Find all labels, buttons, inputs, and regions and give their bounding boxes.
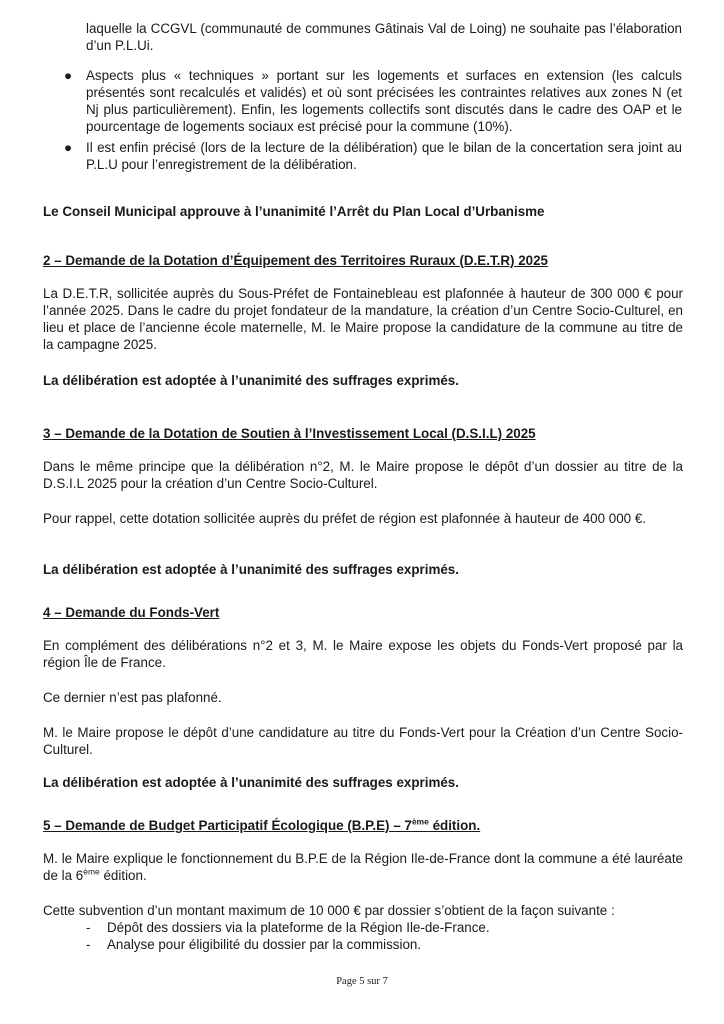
bullet-text: Il est enfin précisé (lors de la lecture de la délibération) que le bilan de la concertation sera joint au P.L.U pour l’enregistrement de la délibération. [86, 140, 682, 172]
section-5-heading [43, 817, 683, 834]
section-5-heading-end: édition. [428, 818, 481, 833]
plu-decision: Le Conseil Municipal approuve à l’unanimité l’Arrêt du Plan Local d’Urbanisme [43, 204, 545, 219]
dash-list-item [86, 936, 682, 953]
dash-item-text: Dépôt des dossiers via la plateforme de la Région Ile-de-France. [107, 920, 490, 935]
section-4-body-1: En complément des délibérations n°2 et 3, M. le Maire expose les objets du Fonds-Vert proposé par la région Île de France. [43, 638, 683, 670]
section-4-heading: 4 – Demande du Fonds-Vert [43, 605, 220, 620]
section-3-body-1: Dans le même principe que la délibération n°2, M. le Maire propose le dépôt d’un dossier au titre de la D.S.I.L 2025 pour la création d’un Centre Socio-Culturel. [43, 459, 683, 491]
section-5-body-2: Cette subvention d’un montant maximum de 10 000 € par dossier s’obtient de la façon suivante : [43, 903, 615, 918]
intro-continuation: laquelle la CCGVL (communauté de communes Gâtinais Val de Loing) ne souhaite pas l’élaboration d’un P.L.Ui. [86, 21, 682, 53]
section-5-body-1 [43, 850, 683, 884]
bullet-text: Aspects plus « techniques » portant sur les logements et surfaces en extension (les calculs présentés sont recalculés et validés) et où sont précisées les contraintes relatives aux zones N (et Nj plus particulièrement). Enfin, les logements collectifs sont discutés dans le cadre des OAP et le pourcentage de logements sociaux est précisé pour la commune (10%). [86, 68, 682, 134]
section-5-heading-main: 5 – Demande de Budget Participatif Écologique (B.P.E) – 7 [43, 818, 412, 833]
section-5-body-1-main: M. le Maire explique le fonctionnement du B.P.E de la Région Ile-de-France dont la commune a été lauréate de la 6 [43, 851, 683, 883]
section-2-heading: 2 – Demande de la Dotation d’Équipement des Territoires Ruraux (D.E.T.R) 2025 [43, 253, 548, 268]
bullet-item [64, 139, 682, 173]
section-4-body-2: Ce dernier n’est pas plafonné. [43, 690, 222, 705]
section-4-body-3: M. le Maire propose le dépôt d’une candidature au titre du Fonds-Vert pour la Création d’un Centre Socio-Culturel. [43, 725, 683, 757]
section-5-body-1-sup: ème [83, 866, 100, 877]
section-2-body: La D.E.T.R, sollicitée auprès du Sous-Préfet de Fontainebleau est plafonnée à hauteur de 300 000 € pour l’année 2025. Dans le cadre du projet fondateur de la mandature, la création d’un Centre Socio-Culturel, en lieu et place de l’ancienne école maternelle, M. le Maire propose la candidature de la commune au titre de la campagne 2025. [43, 286, 683, 352]
bullet-dot-icon: ● [64, 140, 73, 155]
page-number: Page 5 sur 7 [336, 976, 388, 987]
dash-icon: - [86, 937, 91, 952]
bullet-item [64, 67, 682, 135]
section-3-heading: 3 – Demande de la Dotation de Soutien à l’Investissement Local (D.S.I.L) 2025 [43, 426, 536, 441]
bullet-dot-icon: ● [64, 68, 73, 83]
section-5-heading-sup: ème [411, 816, 429, 827]
section-3-body-2: Pour rappel, cette dotation sollicitée auprès du préfet de région est plafonnée à hauteur de 400 000 €. [43, 511, 647, 526]
section-3-decision: La délibération est adoptée à l’unanimité des suffrages exprimés. [43, 562, 459, 577]
section-4-decision: La délibération est adoptée à l’unanimité des suffrages exprimés. [43, 775, 459, 790]
section-2-decision: La délibération est adoptée à l’unanimité des suffrages exprimés. [43, 373, 459, 388]
dash-list-item [86, 919, 682, 936]
section-5-body-1-end: édition. [99, 868, 147, 883]
dash-item-text: Analyse pour éligibilité du dossier par la commission. [107, 937, 422, 952]
dash-icon: - [86, 920, 91, 935]
